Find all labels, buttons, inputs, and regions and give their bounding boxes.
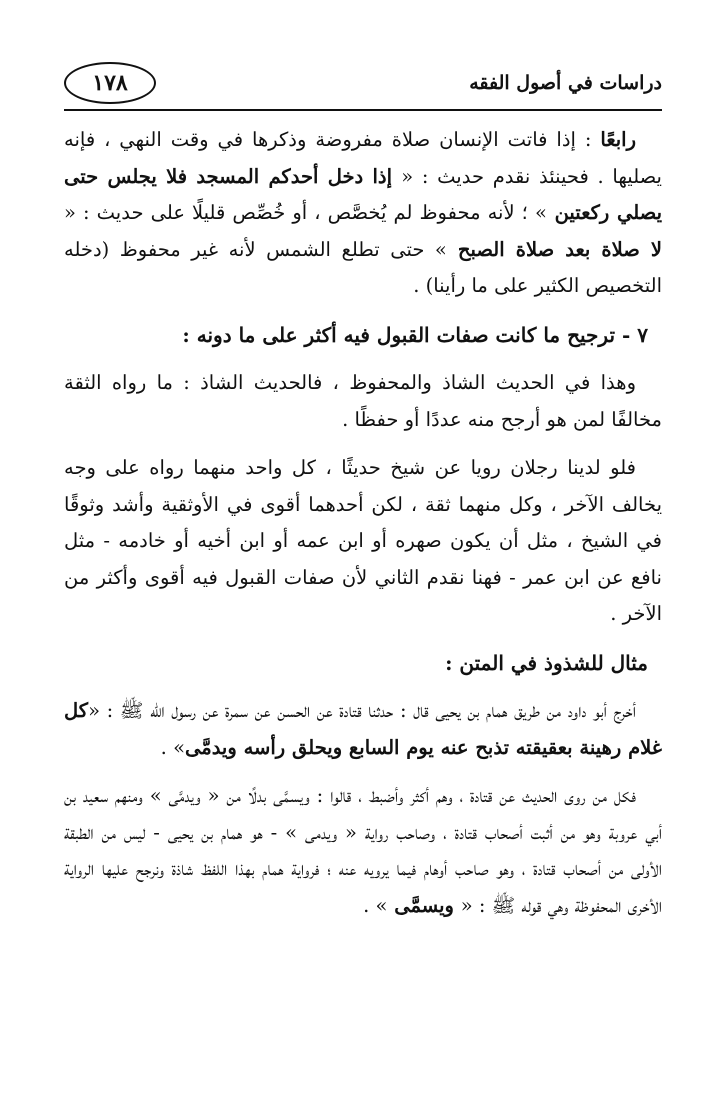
paragraph-qatada-narrators — [64, 778, 662, 924]
page-body — [64, 122, 662, 924]
paragraph-text: أخرج أبو داود من طريق همام بن يحيى قال : حدثنا قتادة عن الحسن عن سمرة عن رسول الله ﷺ : « — [88, 699, 636, 722]
paragraph-text: » ؛ لأنه محفوظ لم يُخصَّص ، أو خُصِّص قليلًا على حديث : « — [64, 201, 547, 224]
hadith-quote: كل غلام رهينة بعقيقته تذبح عنه يوم السابع ويحلق رأسه ويدمَّى — [64, 699, 662, 759]
paragraph-text: » . — [160, 735, 185, 759]
paragraph-label: رابعًا — [600, 128, 636, 151]
paragraph-abu-dawud — [64, 693, 662, 766]
hadith-quote: لا صلاة بعد صلاة الصبح — [446, 237, 662, 261]
hadith-quote: إذا دخل أحدكم المسجد فلا يجلس حتى يصلي ركعتين — [64, 164, 663, 224]
section-heading-7: ٧ - ترجيح ما كانت صفات القبول فيه أكثر على ما دونه : — [182, 322, 648, 347]
page-header — [64, 54, 662, 114]
running-title: دراسات في أصول الفقه — [469, 72, 662, 94]
paragraph-text: » حتى تطلع الشمس لأنه غير محفوظ (دخله التخصيص الكثير على ما رأينا) . — [64, 237, 662, 297]
paragraph-text: » . — [363, 893, 388, 917]
page-number-badge — [64, 62, 156, 104]
paragraph-shadh-definition: وهذا في الحديث الشاذ والمحفوظ ، فالحديث الشاذ : ما رواه الثقة مخالفًا لمن هو أرجح منه عددًا أو حفظًا . — [64, 371, 662, 431]
header-divider — [64, 109, 662, 111]
paragraph-text: : إذا فاتت الإنسان صلاة مفروضة وذكرها في وقت النهي ، فإنه يصليها . فحينئذ نقدم حديث : « — [64, 128, 662, 188]
hadith-quote: ويسمَّى — [387, 893, 461, 917]
paragraph-fourth-point — [64, 122, 662, 305]
page-number: ١٧٨ — [92, 70, 128, 96]
paragraph-text: فكل من روى الحديث عن قتادة ، وهم أكثر وأضبط ، قالوا : ويسمَّى بدلًا من « ويدمَّى » ومنهم سعيد بن أبي عروبة وهو من أثبت أصحاب قتادة ، وصاحب رواية « ويدمى » - هو همام بن يحيى - ليس من الطبقة الأولى من أصحاب قتادة ، وهو صاحب أوهام فيما يرويه عنه ؛ فرواية همام بهذا اللفظ شاذة ونرجح عليها الرواية الأخرى المحفوظة وهي قوله ﷺ : « — [64, 784, 662, 917]
section-heading-example: مثال للشذوذ في المتن : — [445, 650, 648, 675]
paragraph-two-narrators: فلو لدينا رجلان رويا عن شيخ حديثًا ، كل واحد منهما رواه على وجه يخالف الآخر ، وكل منهما ثقة ، لكن أحدهما أقوى في الأوثقية وأشد وثوقًا في الشيخ ، مثل أن يكون صهره أو ابن عمه أو ابن أخيه أو خادمه - مثل نافع عن ابن عمر - فهنا نقدم الثاني لأن صفات القبول فيه أقوى وأكثر من الآخر . — [64, 456, 662, 625]
